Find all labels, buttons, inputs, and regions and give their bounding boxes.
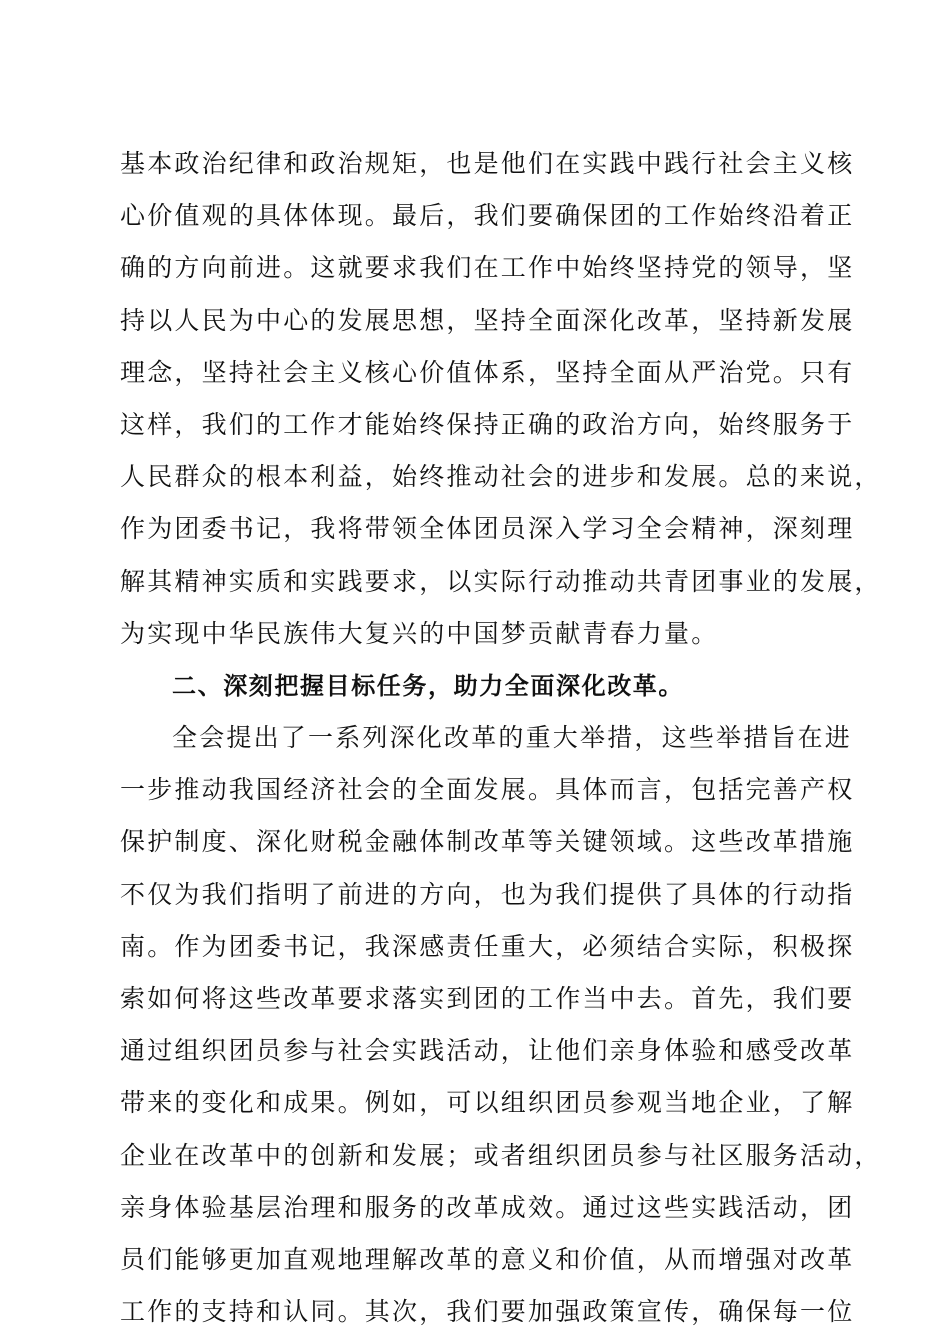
text-line: 工作的支持和认同。其次，我们要加强政策宣传，确保每一位 <box>120 1297 855 1327</box>
section-heading: 二、深刻把握目标任务，助力全面深化改革。 <box>172 671 684 700</box>
text-line: 通过组织团员参与社会实践活动，让他们亲身体验和感受改革 <box>120 1036 855 1066</box>
text-line: 基本政治纪律和政治规矩，也是他们在实践中践行社会主义核 <box>120 149 855 178</box>
text-line: 全会提出了一系列深化改革的重大举措，这些举措旨在进 <box>172 723 853 753</box>
text-line: 人民群众的根本利益，始终推动社会的进步和发展。总的来说， <box>120 462 882 492</box>
text-line: 一步推动我国经济社会的全面发展。具体而言，包括完善产权 <box>120 775 855 805</box>
text-line: 亲身体验基层治理和服务的改革成效。通过这些实践活动，团 <box>120 1192 855 1222</box>
document-body <box>120 138 882 1338</box>
paragraph-2 <box>120 712 882 1338</box>
text-line: 不仅为我们指明了前进的方向，也为我们提供了具体的行动指 <box>120 879 855 909</box>
text-line: 这样，我们的工作才能始终保持正确的政治方向，始终服务于 <box>120 409 855 439</box>
text-line: 为实现中华民族伟大复兴的中国梦贡献青春力量。 <box>120 618 719 648</box>
text-line: 持以人民为中心的发展思想，坚持全面深化改革，坚持新发展 <box>120 305 855 335</box>
text-line: 解其精神实质和实践要求，以实际行动推动共青团事业的发展， <box>120 566 882 596</box>
text-line: 保护制度、深化财税金融体制改革等关键领域。这些改革措施 <box>120 827 855 857</box>
paragraph-1 <box>120 138 882 660</box>
text-line: 确的方向前进。这就要求我们在工作中始终坚持党的领导，坚 <box>120 253 855 283</box>
text-line: 带来的变化和成果。例如，可以组织团员参观当地企业，了解 <box>120 1088 855 1118</box>
text-line: 员们能够更加直观地理解改革的意义和价值，从而增强对改革 <box>120 1244 855 1274</box>
text-line: 作为团委书记，我将带领全体团员深入学习全会精神，深刻理 <box>120 514 855 544</box>
text-line: 理念，坚持社会主义核心价值体系，坚持全面从严治党。只有 <box>120 357 855 387</box>
text-line: 心价值观的具体体现。最后，我们要确保团的工作始终沿着正 <box>120 201 855 231</box>
text-line: 索如何将这些改革要求落实到团的工作当中去。首先，我们要 <box>120 984 855 1013</box>
text-line: 南。作为团委书记，我深感责任重大，必须结合实际，积极探 <box>120 931 855 961</box>
text-line: 企业在改革中的创新和发展；或者组织团员参与社区服务活动， <box>120 1140 882 1170</box>
